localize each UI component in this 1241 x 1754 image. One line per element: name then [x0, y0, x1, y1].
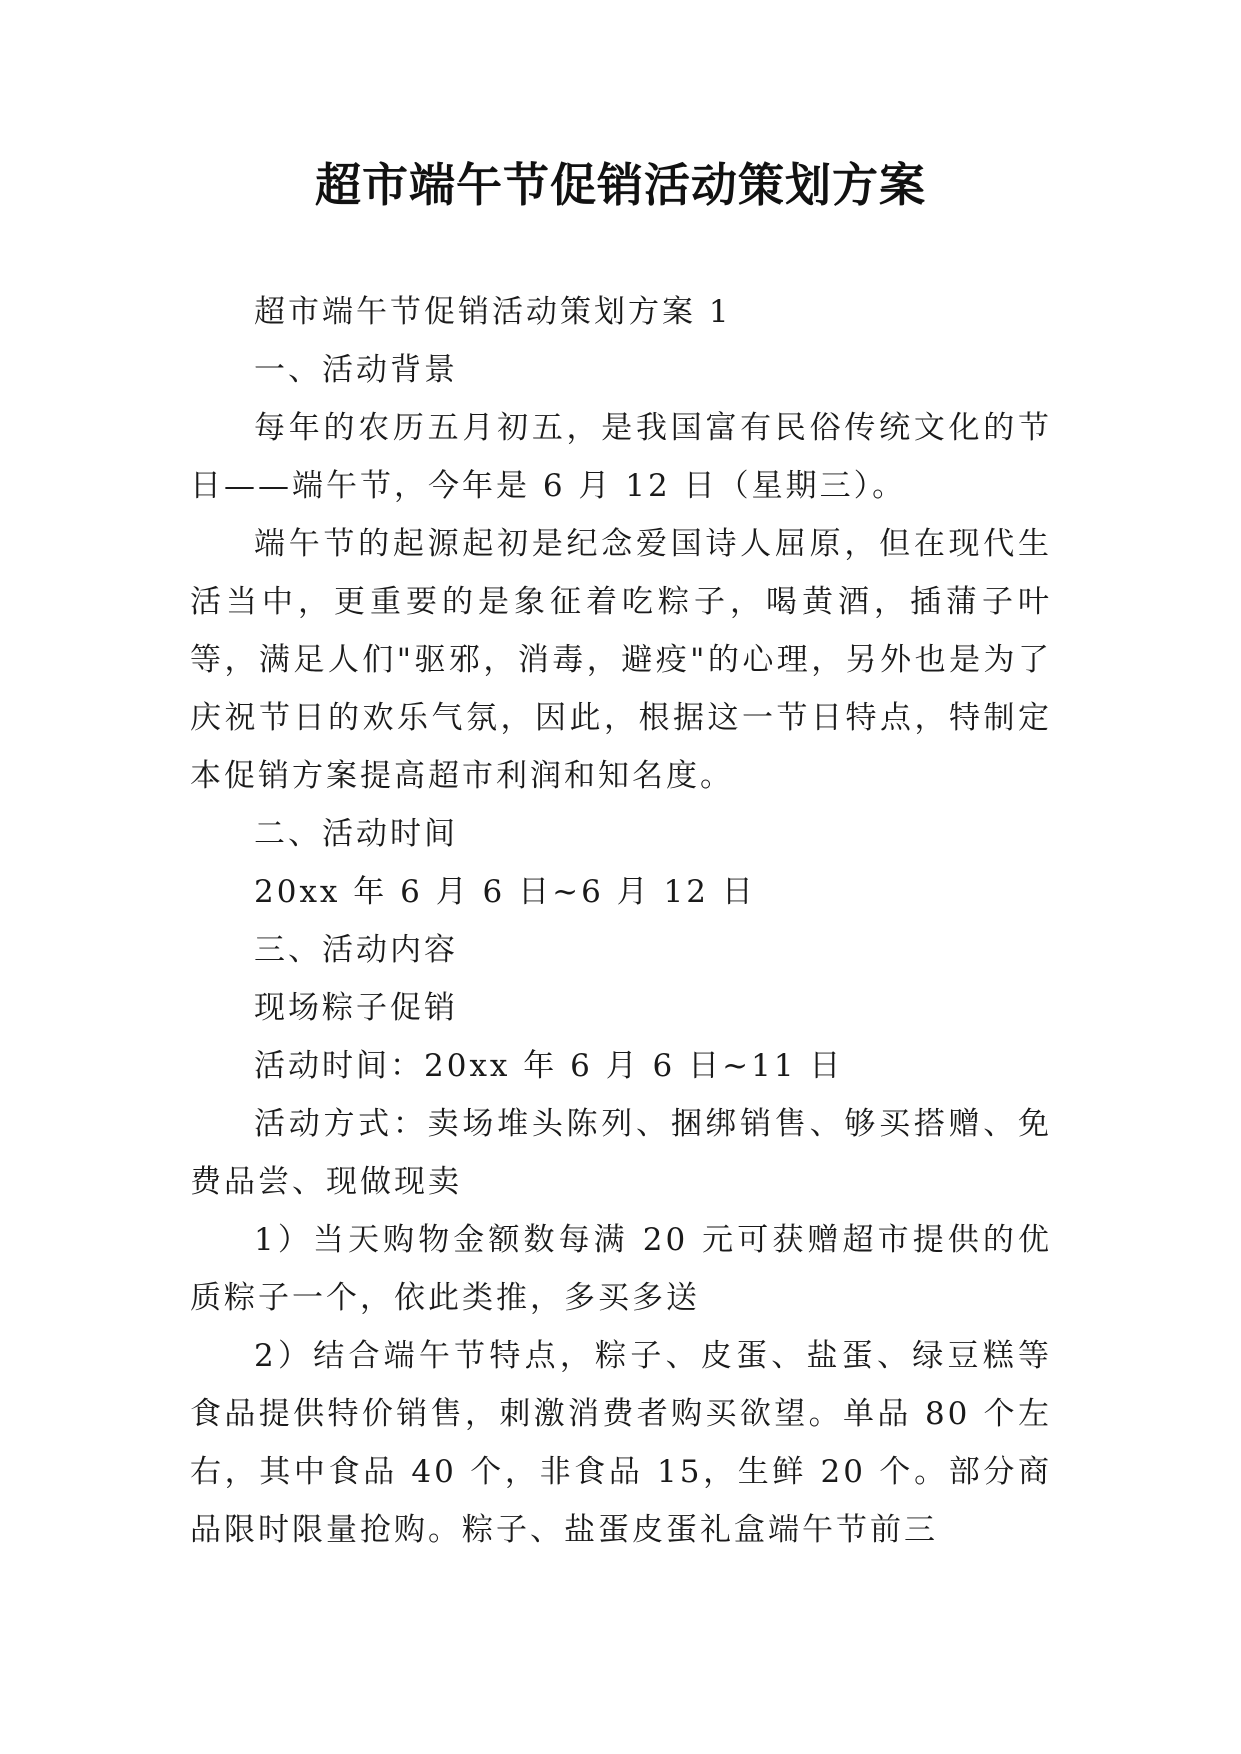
paragraph-promo-item-2: 2）结合端午节特点，粽子、皮蛋、盐蛋、绿豆糕等食品提供特价销售，刺激消费者购买欲望。单品 80 个左右，其中食品 40 个，非食品 15，生鲜 20 个。部分商品限时限量抢购。粽子、盐蛋皮蛋礼盒端午节前三 — [190, 1338, 1052, 1548]
paragraph-promo-item-1: 1）当天购物金额数每满 20 元可获赠超市提供的优质粽子一个，依此类推，多买多送 — [190, 1222, 1052, 1316]
paragraph-time-range: 20xx 年 6 月 6 日~6 月 12 日 — [254, 874, 756, 910]
paragraph-background-date: 每年的农历五月初五，是我国富有民俗传统文化的节日——端午节，今年是 6 月 12 日（星期三）。 — [190, 410, 1052, 504]
paragraph-content-heading: 三、活动内容 — [254, 932, 458, 968]
paragraph-background-origin: 端午节的起源起初是纪念爱国诗人屈原，但在现代生活当中，更重要的是象征着吃粽子，喝黄酒，插蒲子叶等，满足人们"驱邪，消毒，避疫"的心理，另外也是为了庆祝节日的欢乐气氛，因此，根据这一节日特点，特制定本促销方案提高超市利润和知名度。 — [190, 526, 1052, 794]
paragraph-zongzi-promo: 现场粽子促销 — [254, 990, 458, 1026]
paragraph-promo-method: 活动方式：卖场堆头陈列、捆绑销售、够买搭赠、免费品尝、现做现卖 — [190, 1106, 1052, 1200]
paragraph-time-heading: 二、活动时间 — [254, 816, 458, 852]
paragraph-section-heading: 超市端午节促销活动策划方案 1 — [254, 294, 732, 330]
paragraph-promo-time: 活动时间：20xx 年 6 月 6 日~11 日 — [254, 1048, 844, 1084]
paragraph-background-heading: 一、活动背景 — [254, 352, 458, 388]
document-body — [190, 283, 1052, 1559]
document-title: 超市端午节促销活动策划方案 — [315, 158, 926, 212]
